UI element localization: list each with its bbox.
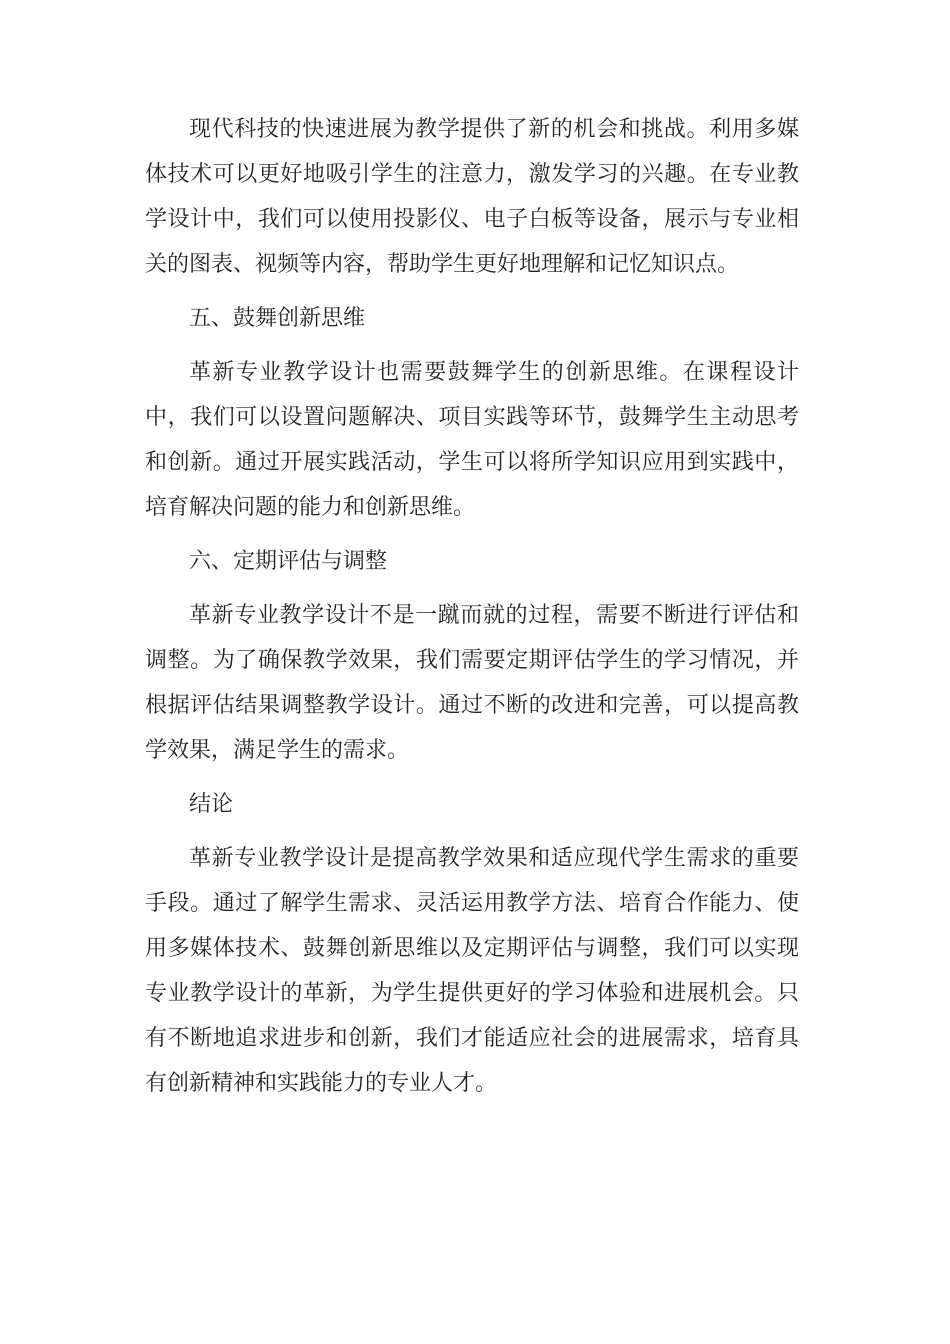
section-heading-6: 六、定期评估与调整 xyxy=(189,549,388,574)
section-heading-5: 五、鼓舞创新思维 xyxy=(189,306,366,331)
conclusion-heading: 结论 xyxy=(189,792,234,817)
paragraph-innovation: 革新专业教学设计也需要鼓舞学生的创新思维。在课程设计中，我们可以设置问题解决、项目实践等环节，鼓舞学生主动思考和创新。通过开展实践活动，学生可以将所学知识应用到实践中，培育解决问题的能力和创新思维。 xyxy=(145,360,799,520)
paragraph-evaluation: 革新专业教学设计不是一蹴而就的过程，需要不断进行评估和调整。为了确保教学效果，我们需要定期评估学生的学习情况，并根据评估结果调整教学设计。通过不断的改进和完善，可以提高教学效果，满足学生的需求。 xyxy=(145,603,799,763)
document-body xyxy=(145,107,799,1115)
paragraph-multimedia: 现代科技的快速进展为教学提供了新的机会和挑战。利用多媒体技术可以更好地吸引学生的注意力，激发学习的兴趣。在专业教学设计中，我们可以使用投影仪、电子白板等设备，展示与专业相关的图表、视频等内容，帮助学生更好地理解和记忆知识点。 xyxy=(145,117,799,277)
paragraph-conclusion: 革新专业教学设计是提高教学效果和适应现代学生需求的重要手段。通过了解学生需求、灵活运用教学方法、培育合作能力、使用多媒体技术、鼓舞创新思维以及定期评估与调整，我们可以实现专业教学设计的革新，为学生提供更好的学习体验和进展机会。只有不断地追求进步和创新，我们才能适应社会的进展需求，培育具有创新精神和实践能力的专业人才。 xyxy=(145,846,799,1096)
